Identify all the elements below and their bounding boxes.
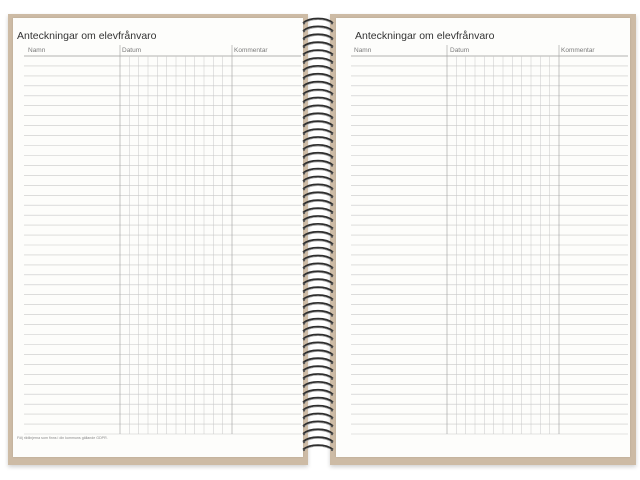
spiral-loop [303, 137, 333, 143]
spiral-loop [303, 66, 333, 72]
column-header-comment: Kommentar [234, 47, 268, 54]
spiral-loop [303, 429, 333, 435]
spiral-loop [303, 105, 333, 111]
page-title: Anteckningar om elevfrånvaro [355, 30, 495, 42]
ruled-grid [336, 18, 630, 457]
left-page [13, 18, 303, 457]
spiral-loop [303, 153, 333, 159]
spiral-loop [303, 145, 333, 151]
spiral-loop [303, 303, 333, 309]
spiral-loop [303, 74, 333, 80]
spiral-loop [303, 169, 333, 175]
spiral-loop [303, 287, 333, 293]
spiral-loop [303, 98, 333, 104]
spiral-loop [303, 327, 333, 333]
spiral-loop [303, 279, 333, 285]
spiral-loop [303, 82, 333, 88]
ruled-grid [13, 18, 303, 457]
spiral-loop [303, 358, 333, 364]
spiral-loop [303, 414, 333, 420]
spiral-loop [303, 19, 333, 25]
spiral-loop [303, 342, 333, 348]
spiral-loop [303, 366, 333, 372]
column-header-name: Namn [354, 47, 372, 54]
spiral-loop [303, 350, 333, 356]
column-header-name: Namn [28, 47, 46, 54]
spiral-loop [303, 192, 333, 198]
spiral-loop [303, 58, 333, 64]
column-header-date: Datum [122, 47, 142, 54]
spiral-loop [303, 319, 333, 325]
spiral-loop [303, 248, 333, 254]
spiral-loop [303, 437, 333, 443]
spiral-loop [303, 121, 333, 127]
spiral-loop [303, 113, 333, 119]
spiral-loop [303, 42, 333, 48]
spiral-loop [303, 177, 333, 183]
spiral-loop [303, 208, 333, 214]
spiral-loop [303, 335, 333, 341]
spiral-loop [303, 295, 333, 301]
spiral-loop [303, 374, 333, 380]
spiral-loop [303, 382, 333, 388]
spiral-loop [303, 161, 333, 167]
spiral-loop [303, 216, 333, 222]
spiral-binding [300, 14, 336, 464]
column-header-date: Datum [450, 47, 470, 54]
spiral-loop [303, 445, 333, 451]
spiral-loop [303, 256, 333, 262]
spiral-loop [303, 34, 333, 40]
gdpr-footnote: Följ riktlinjerna som finns i din kommuns gällande GDPR. [17, 436, 108, 440]
spiral-loop [303, 390, 333, 396]
spiral-loop [303, 224, 333, 230]
spiral-loop [303, 129, 333, 135]
spiral-loop [303, 271, 333, 277]
spiral-loop [303, 421, 333, 427]
spiral-loop [303, 263, 333, 269]
spiral-loop [303, 90, 333, 96]
right-page [336, 18, 630, 457]
spiral-loop [303, 311, 333, 317]
spiral-loop [303, 184, 333, 190]
spiral-loop [303, 26, 333, 32]
column-header-comment: Kommentar [561, 47, 595, 54]
spiral-loop [303, 50, 333, 56]
page-title: Anteckningar om elevfrånvaro [17, 30, 157, 42]
spiral-loop [303, 398, 333, 404]
spiral-loop [303, 200, 333, 206]
spiral-loop [303, 232, 333, 238]
spiral-loop [303, 406, 333, 412]
spiral-loop [303, 240, 333, 246]
